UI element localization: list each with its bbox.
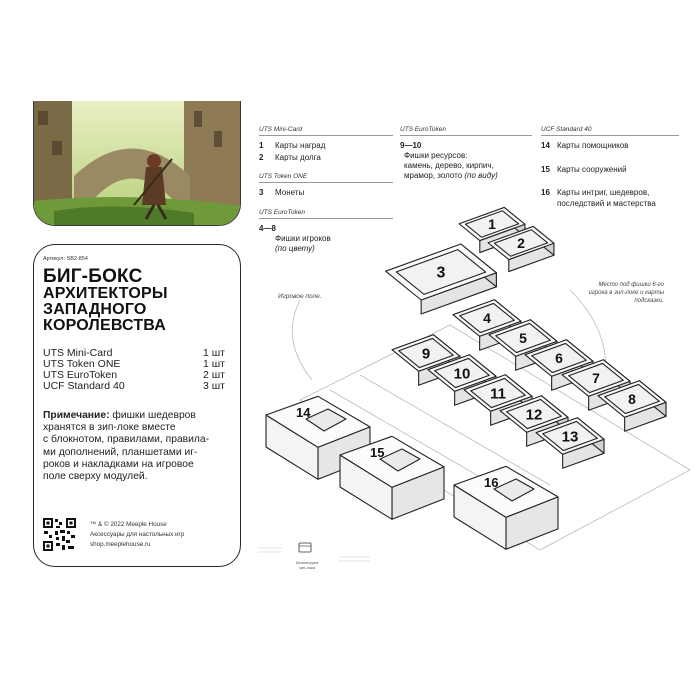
legend-item: 2 Карты долга	[259, 152, 321, 162]
game-board-annotation: Игровое поле.	[278, 293, 322, 300]
legend-item: 1 Карты наград	[259, 141, 326, 150]
note-paragraph: Примечание: фишки шедевров хранятся в зип-локе вместе с блокнотом, правилами, правила- ми дополнений, планшетами иг- роков и накладками на игровое поле сверху модулей.	[43, 410, 210, 483]
list-item: UTS Token ONE 1 шт	[43, 358, 225, 370]
module-label: 4	[483, 309, 491, 326]
legend-item: 9—10 Фишки ресурсов: камень, дерево, кирпич, мрамор, золото (по виду)	[400, 141, 498, 180]
ziplock-icon	[299, 543, 311, 552]
module-label: 15	[370, 445, 385, 460]
legend-heading: UCF Standard 40	[541, 126, 679, 136]
ziplock-caption: Используем зип-лока	[295, 560, 319, 570]
module-label: 9	[421, 345, 431, 363]
legend-item: 4—8 Фишки игроков (по цвету)	[259, 223, 331, 253]
module-label: 11	[490, 385, 506, 403]
module-label: 10	[453, 365, 471, 383]
module-label: 12	[525, 406, 543, 424]
legend-heading: UTS Mini-Card	[259, 126, 393, 136]
module-label: 5	[519, 329, 527, 346]
list-item: UTS EuroToken 2 шт	[43, 369, 225, 381]
module-label: 14	[296, 405, 311, 420]
title-line-1: БИГ-БОКС	[43, 266, 143, 287]
legend-item: 16 Карты интриг, шедевров, последствий и мастерства	[541, 188, 656, 208]
module-label: 3	[436, 264, 446, 282]
module-label: 1	[488, 215, 496, 232]
site-link[interactable]: shop.meeplehouse.ru	[90, 541, 151, 548]
title-line-3: ЗАПАДНОГО	[43, 301, 147, 318]
module-label: 13	[561, 428, 579, 446]
module-label: 16	[484, 475, 499, 490]
copyright-text: ™ & © 2022 Meeple House	[90, 521, 167, 528]
legend-item: 3 Монеты	[259, 188, 305, 197]
module-label: 7	[592, 369, 600, 386]
module-label: 6	[555, 349, 563, 366]
tagline-text: Аксессуары для настольных игр	[90, 531, 185, 538]
legend-item: 15 Карты сооружений	[541, 164, 627, 174]
legend-item: 14 Карты помощников	[541, 141, 629, 150]
player-six-annotation: Место под фишки 6-го игрока в зип-локе и карты подсказки.	[588, 282, 664, 304]
legend-heading: UTS Token ONE	[259, 173, 393, 183]
list-item: UCF Standard 40 3 шт	[43, 380, 225, 392]
sku-text: Артикул: SB2-854	[43, 256, 88, 262]
legend-heading: UTS EuroToken	[400, 126, 532, 136]
list-item: UTS Mini-Card 1 шт	[43, 347, 225, 359]
title-line-4: КОРОЛЕВСТВА	[43, 317, 167, 334]
title-line-2: АРХИТЕКТОРЫ	[43, 285, 168, 302]
note-label: Примечание:	[43, 410, 110, 421]
module-label: 2	[517, 234, 525, 251]
legend-heading: UTS EuroToken	[259, 209, 393, 219]
module-label: 8	[628, 390, 636, 407]
